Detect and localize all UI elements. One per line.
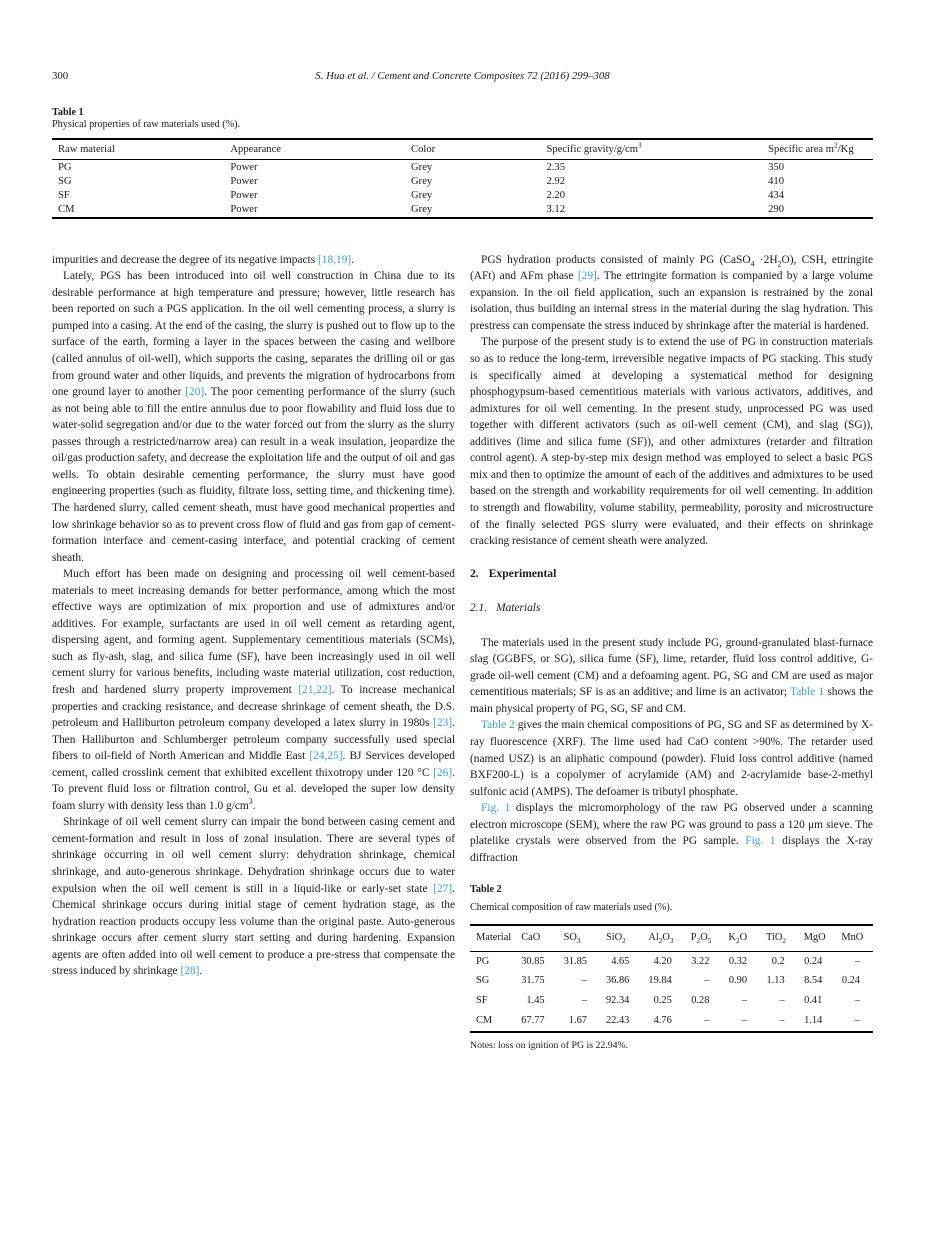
text-run: SF bbox=[58, 189, 70, 201]
cell bbox=[515, 1011, 557, 1032]
text-run: gives the main chemical compositions of PG, SG and SF as determined by X-ray fluorescence (XRF). The lime used had CaO content >90%. The retarder used (named USZ) is an aliphatic compound (powder). Fluid loss control additive (named BXF200-L) is a copolymer of acrylamide (AM) and 2-acrylamide base-2-methyl sulfonic acid (AMPS). The defoamer is tributyl phosphate. bbox=[470, 719, 873, 798]
table1-section bbox=[52, 107, 873, 219]
text-run: ·2H bbox=[754, 253, 778, 266]
text-run: 350 bbox=[768, 161, 785, 173]
text-run: SF bbox=[476, 995, 488, 1007]
text-run: 0.25 bbox=[653, 995, 672, 1007]
cell bbox=[642, 951, 684, 971]
cell bbox=[762, 188, 873, 202]
text-run: 4.76 bbox=[653, 1014, 672, 1026]
cell bbox=[600, 991, 642, 1011]
table1-label: Table 1 bbox=[52, 107, 84, 118]
table1-link[interactable]: Table 1 bbox=[790, 686, 825, 699]
cell bbox=[405, 188, 540, 202]
cell bbox=[540, 203, 762, 218]
cell bbox=[52, 203, 224, 218]
text-run: 1.14 bbox=[804, 1014, 823, 1026]
cell bbox=[798, 1011, 836, 1032]
table-row bbox=[52, 174, 873, 188]
text-run: PG bbox=[58, 161, 72, 173]
cell bbox=[52, 160, 224, 175]
text-run: 290 bbox=[768, 204, 785, 216]
subscript: 5 bbox=[707, 937, 712, 946]
text-run: impurities and decrease the degree of its negative impacts bbox=[52, 253, 318, 266]
cell bbox=[540, 160, 762, 175]
table-row bbox=[52, 160, 873, 175]
text-run: 1.13 bbox=[766, 975, 785, 987]
subscript: 2 bbox=[658, 937, 663, 946]
text-run: . Chemical shrinkage occurs during initial stage of cement hydration stage, as the hydration reaction products occupy less volume than the original paste. Auto-generous shrinkage occurs after cement slurry start setting and during hardening. Expansion agents are often added into oil well cement to produce a pre-stress that compensate the stress induced by shrinkage bbox=[52, 882, 455, 978]
ref-27-link[interactable]: [27] bbox=[433, 882, 453, 895]
cell bbox=[470, 991, 515, 1011]
column-header bbox=[798, 925, 836, 951]
text-run: 4.65 bbox=[611, 955, 630, 967]
ref-21-22-link[interactable]: [21,22] bbox=[298, 683, 332, 696]
paragraph bbox=[52, 814, 455, 979]
cell bbox=[540, 188, 762, 202]
subscript: 2 bbox=[696, 937, 701, 946]
text-run: Power bbox=[230, 161, 258, 173]
column-header bbox=[470, 925, 515, 951]
table-row bbox=[470, 972, 873, 992]
cell bbox=[470, 951, 515, 971]
subscript: 4 bbox=[750, 259, 755, 269]
text-run: shows the main physical property of PG, SG, SF and CM. bbox=[470, 686, 873, 715]
column-header bbox=[515, 925, 557, 951]
text-run: PG bbox=[476, 955, 490, 967]
text-run: Lately, PGS has been introduced into oil well construction in China due to its desirable performance at high temperature and pressure; however, little research has been reported on such a PGS application. In the oil well cementing process, a slurry is pumped into a casing. At the end of the casing, the slurry is pushed out to flow up to the surface of the earth, forming a layer in the spaces between the casing and wellbore (called annulus of oil-well), which supports the casing, separates the drilling oil or gas from ground water and other liquids, and prevents the migration of hydrocarbons from one ground layer to another bbox=[52, 270, 455, 399]
fig1-link[interactable]: Fig. 1 bbox=[745, 835, 776, 848]
cell bbox=[835, 972, 873, 992]
table2 bbox=[470, 924, 873, 1032]
text-run: Grey bbox=[411, 189, 433, 201]
text-run: 1.45 bbox=[526, 995, 545, 1007]
paragraph bbox=[470, 717, 873, 800]
cell bbox=[760, 951, 798, 971]
paragraph bbox=[470, 334, 873, 549]
cell bbox=[224, 203, 405, 218]
text-run: O bbox=[739, 932, 748, 944]
cell bbox=[558, 1011, 600, 1032]
cell bbox=[722, 1011, 760, 1032]
text-run: – bbox=[779, 1014, 785, 1026]
text-run: 8.54 bbox=[804, 975, 823, 987]
subscript: 2 bbox=[777, 259, 782, 269]
cell bbox=[600, 972, 642, 992]
cell bbox=[224, 174, 405, 188]
subscript: 3 bbox=[576, 937, 581, 946]
cell bbox=[515, 972, 557, 992]
cell bbox=[405, 160, 540, 175]
text-run: 434 bbox=[768, 189, 785, 201]
cell bbox=[224, 160, 405, 175]
cell bbox=[642, 991, 684, 1011]
text-run: Much effort has been made on designing and processing oil well cement-based materials to meet increasing demands for better performance, among which the most effective ways are optimization of mix proportion and use of admixtures and/or additives. For example, surfactants are used in oil well cement as retarding agent, dispersing agent, and forming agent. Supplementary cementitious materials (SCMs), such as fly-ash, slag, and silica fume (SF), have been increasingly used in oil well cement slurry for various benefits, including waste material utilization, cost reduction, fresh and hardened slurry property improvement bbox=[52, 568, 455, 696]
cell bbox=[515, 991, 557, 1011]
column-header bbox=[540, 139, 762, 160]
cell bbox=[52, 188, 224, 202]
table-row bbox=[52, 203, 873, 218]
cell bbox=[760, 991, 798, 1011]
cell bbox=[642, 1011, 684, 1032]
text-run: 2.20 bbox=[546, 189, 566, 201]
cell bbox=[405, 174, 540, 188]
cell bbox=[685, 991, 723, 1011]
paragraph bbox=[470, 635, 873, 718]
right-column-text bbox=[470, 252, 873, 867]
right-column bbox=[470, 252, 873, 1055]
column-header bbox=[835, 925, 873, 951]
text-run: P bbox=[690, 932, 697, 944]
superscript: 2 bbox=[834, 140, 838, 150]
cell bbox=[558, 991, 600, 1011]
table-row bbox=[470, 1011, 873, 1032]
text-run: 31.85 bbox=[563, 955, 587, 967]
cell bbox=[798, 972, 836, 992]
table-row bbox=[470, 991, 873, 1011]
ref-28-link[interactable]: [28] bbox=[180, 965, 200, 978]
paragraph bbox=[52, 252, 455, 269]
text-run: The materials used in the present study include PG, ground-granulated blast-furnace slag (GGBFS, or SG), silica fume (SF), lime, retarder, fluid loss control additive, G-grade oil-well cement (CM) and a defoaming agent. PG, SG and CM are used as major cementitious materials; SF is as an additive; and lime is an activator; bbox=[470, 636, 873, 699]
text-run: . The poor cementing performance of the slurry (such as not being able to fill the entire annulus due to poor flowability and fluid loss due to water-solid segregation and/or due to the water forced out from the slurry as the slurry passes through a restricted/narrow area) can result in a weak insulation, jeopardize the oil/gas production safety, and decrease the exploitation life and the output of oil and gas wells. To obtain desirable cementing performance, the slurry must have good engineering properties (such as fluidity, filtrate loss, setting time, and thickening time). The hardened slurry, called cement sheath, must have good mechanical properties and low shrinkage behavior so as to prevent cross flow of fluid and gas from gap of cement-formation interface and cement-casing interface, and potential cracking of cement sheath. bbox=[52, 386, 456, 564]
table2-section bbox=[470, 882, 873, 1054]
ref-18-19-link[interactable]: [18,19] bbox=[318, 253, 352, 266]
superscript: 3 bbox=[248, 797, 253, 806]
cell bbox=[835, 991, 873, 1011]
text-run: . bbox=[252, 799, 256, 812]
text-run: – bbox=[704, 975, 710, 987]
text-run: Power bbox=[230, 204, 258, 216]
cell bbox=[762, 174, 873, 188]
text-run: 31.75 bbox=[521, 975, 545, 987]
cell bbox=[470, 1011, 515, 1032]
cell bbox=[835, 951, 873, 971]
cell bbox=[558, 951, 600, 971]
cell bbox=[760, 972, 798, 992]
text-run: K bbox=[728, 932, 736, 944]
text-run: MgO bbox=[803, 932, 826, 944]
section-heading bbox=[470, 566, 873, 583]
table1-caption: Physical properties of raw materials used (%). bbox=[52, 119, 241, 130]
paragraph bbox=[52, 566, 455, 814]
text-run: Grey bbox=[411, 161, 433, 173]
text-run: 22.43 bbox=[605, 1014, 630, 1026]
cell bbox=[224, 188, 405, 202]
text-run: SiO bbox=[605, 932, 623, 944]
subscript: 2 bbox=[622, 937, 626, 946]
text-run: 0.41 bbox=[804, 995, 823, 1007]
text-run: 410 bbox=[768, 175, 785, 187]
text-run: /Kg bbox=[837, 144, 854, 155]
text-run: Grey bbox=[411, 175, 433, 187]
text-run: 30.85 bbox=[521, 955, 545, 967]
text-run: . bbox=[199, 965, 203, 978]
text-run: – bbox=[854, 995, 860, 1007]
column-header bbox=[224, 139, 405, 160]
text-run: Appearance bbox=[230, 144, 281, 155]
column-header bbox=[600, 925, 642, 951]
table2-note: Notes: loss on ignition of PG is 22.94%. bbox=[470, 1039, 629, 1051]
text-run: Material bbox=[476, 932, 512, 944]
cell bbox=[600, 951, 642, 971]
text-run: O bbox=[662, 932, 670, 944]
text-run: CM bbox=[58, 204, 75, 216]
text-run: – bbox=[779, 995, 785, 1007]
cell bbox=[685, 972, 723, 992]
text-run: 0.32 bbox=[728, 955, 748, 967]
text-run: 2.35 bbox=[546, 161, 566, 173]
text-run: 2.92 bbox=[546, 175, 566, 187]
column-header bbox=[762, 139, 873, 160]
ref-20-link[interactable]: [20] bbox=[185, 386, 205, 399]
text-run: Grey bbox=[411, 204, 433, 216]
text-run: 19.84 bbox=[648, 975, 672, 987]
column-header bbox=[558, 925, 600, 951]
text-run: PGS hydration products consisted of mainly PG (CaSO bbox=[481, 253, 751, 266]
text-run: – bbox=[704, 1014, 710, 1026]
text-run: TiO bbox=[766, 932, 783, 944]
text-run: 4.20 bbox=[653, 955, 672, 967]
text-run: . Then Halliburton and Schlumberger petroleum company successfully used special fibers to oil-field of North American and Middle East bbox=[52, 717, 455, 763]
text-run: SG bbox=[476, 975, 490, 987]
text-run: – bbox=[741, 995, 748, 1007]
text-run: Shrinkage of oil well cement slurry can impair the bond between casing cement and cement-formation and result in loss of zonal insulation. There are several types of shrinkage occurring in oil well cement slurry: dehydration shrinkage, chemical shrinkage, and auto-generous shrinkage. Dehydration shrinkage occurs due to water expulsion when the oil well cement is still in a liquid-like or early-set state bbox=[52, 816, 455, 895]
text-run: 0.24 bbox=[804, 955, 823, 967]
cell bbox=[722, 951, 760, 971]
superscript: 3 bbox=[637, 140, 642, 150]
text-run: 67.77 bbox=[521, 1014, 545, 1026]
text-run: 3.12 bbox=[546, 204, 566, 216]
cell bbox=[558, 972, 600, 992]
text-run: The purpose of the present study is to extend the use of PG in construction materials so as to reduce the long-term, irreversible negative impacts of PG stacking. This study is specifically aimed at developing a systematical method for designing phosphogypsum-based cementitious materials with various activators, additives, and admixtures for oil well cementing. In the present study, unprocessed PG was used together with different activators (such as oil-well cement (CM), and slag (SG)), additives (lime and silica fume (SF)), and other admixtures (retarder and filtration control agent). A step-by-step mix design method was employed to select a basic PGS mix and then to optimize the amount of each of the additives and admixtures to be used based on the strength and workability requirements for oil well cementing. In addition to strength and flowability, volume stability, permeability, porosity and microstructure of the finally selected PGS slurry were evaluated, and their effects on shrinkage cracking resistance of cement sheath were analyzed. bbox=[470, 336, 873, 548]
text-run: Specific area m bbox=[768, 144, 835, 155]
subsection-heading bbox=[470, 600, 873, 617]
cell bbox=[52, 174, 224, 188]
text-run: displays the micromorphology of the raw PG observed under a scanning electron microscope (SEM), where the raw PG was ground to pass a 120 μm sieve. The platelike crystals were observed from the PG sample. bbox=[470, 802, 873, 848]
text-run: 0.24 bbox=[841, 975, 860, 987]
cell bbox=[722, 991, 760, 1011]
cell bbox=[685, 1011, 723, 1032]
text-run: . To increase mechanical properties and cracking resistance, and decrease shrinkage of cement sheath, the D.S. petroleum and Halliburton petroleum company developed a latex slurry in 1980s bbox=[52, 683, 455, 730]
text-run: – bbox=[581, 995, 587, 1007]
column-header bbox=[52, 139, 224, 160]
text-run: Specific gravity/g/cm bbox=[546, 144, 638, 155]
left-column bbox=[52, 252, 455, 1055]
column-header bbox=[685, 925, 723, 951]
column-header bbox=[722, 925, 760, 951]
text-run: Color bbox=[411, 144, 436, 155]
cell bbox=[405, 203, 540, 218]
paragraph bbox=[470, 252, 873, 335]
text-run: 1.67 bbox=[568, 1014, 587, 1026]
text-run: MnO bbox=[841, 932, 864, 944]
section-number: 2.1. bbox=[470, 602, 488, 615]
ref-29-link[interactable]: [29] bbox=[577, 270, 597, 283]
text-run: CaO bbox=[521, 932, 541, 944]
cell bbox=[515, 951, 557, 971]
text-run: 36.86 bbox=[605, 975, 630, 987]
cell bbox=[685, 951, 723, 971]
ref-26-link[interactable]: [26] bbox=[433, 766, 453, 779]
cell bbox=[798, 951, 836, 971]
section-number: 2. bbox=[470, 566, 479, 580]
text-run: – bbox=[741, 1014, 748, 1026]
running-title: S. Hua et al. / Cement and Concrete Composites 72 (2016) 299–308 bbox=[315, 70, 610, 82]
column-header bbox=[760, 925, 798, 951]
section-title: Materials bbox=[496, 602, 541, 615]
cell bbox=[835, 1011, 873, 1032]
body-columns bbox=[52, 252, 873, 1055]
page-header bbox=[52, 70, 873, 86]
text-run: 0.2 bbox=[771, 955, 785, 967]
text-run: Power bbox=[230, 189, 258, 201]
table-row bbox=[52, 188, 873, 202]
text-run: 92.34 bbox=[605, 995, 630, 1007]
table2-caption: Chemical composition of raw materials used (%). bbox=[470, 901, 673, 913]
text-run: 0.28 bbox=[691, 995, 710, 1007]
text-run: Al bbox=[648, 932, 659, 944]
paragraph bbox=[470, 800, 873, 866]
paragraph bbox=[52, 268, 455, 566]
text-run: displays the X-ray diffraction bbox=[470, 835, 874, 864]
text-run: O), CSH, ettringite (AFt) and AFm phase bbox=[470, 253, 874, 283]
cell bbox=[798, 991, 836, 1011]
text-run: O bbox=[700, 932, 708, 944]
ref-23-link[interactable]: [23] bbox=[433, 717, 453, 730]
subscript: 2 bbox=[782, 937, 787, 946]
cell bbox=[762, 203, 873, 218]
text-run: . To prevent fluid loss or filtration control, Gu et al. developed the super low density foam slurry with density less than 1.0 g/cm bbox=[52, 766, 455, 812]
table2-label: Table 2 bbox=[470, 884, 502, 896]
page-number: 300 bbox=[52, 70, 69, 82]
column-header bbox=[405, 139, 540, 160]
cell bbox=[762, 160, 873, 175]
fig1-link[interactable]: Fig. 1 bbox=[481, 802, 511, 815]
text-run: Power bbox=[230, 175, 258, 187]
text-run: – bbox=[854, 955, 860, 967]
cell bbox=[760, 1011, 798, 1032]
text-run: SG bbox=[58, 175, 72, 187]
table-row bbox=[470, 951, 873, 971]
text-run: 3.22 bbox=[691, 955, 710, 967]
text-run: . BJ Services developed cement, called crosslink cement that exhibited excellent thixotropy under 120 °C bbox=[52, 750, 455, 779]
text-run: . The ettringite formation is companied by a large volume expansion. In the oil field application, such an expansion is restrained by the zonal isolation, thus building an internal stress in the material during the slag hydration. This prestress can compensate the stress induced by shrinkage after the material is hardened. bbox=[470, 270, 873, 332]
table1 bbox=[52, 138, 873, 219]
cell bbox=[540, 174, 762, 188]
cell bbox=[470, 972, 515, 992]
text-run: . bbox=[351, 253, 355, 266]
text-run: – bbox=[854, 1014, 860, 1026]
text-run: CM bbox=[476, 1014, 493, 1026]
column-header bbox=[642, 925, 684, 951]
text-run: Raw material bbox=[58, 144, 115, 155]
text-run: SO bbox=[563, 932, 577, 944]
table2-link[interactable]: Table 2 bbox=[481, 719, 515, 732]
text-run: – bbox=[581, 975, 587, 987]
subscript: 3 bbox=[669, 937, 674, 946]
ref-24-25-link[interactable]: [24,25] bbox=[309, 750, 343, 763]
cell bbox=[600, 1011, 642, 1032]
subscript: 2 bbox=[735, 937, 740, 946]
section-title: Experimental bbox=[488, 566, 557, 580]
cell bbox=[642, 972, 684, 992]
cell bbox=[722, 972, 760, 992]
text-run: 0.90 bbox=[728, 975, 748, 987]
